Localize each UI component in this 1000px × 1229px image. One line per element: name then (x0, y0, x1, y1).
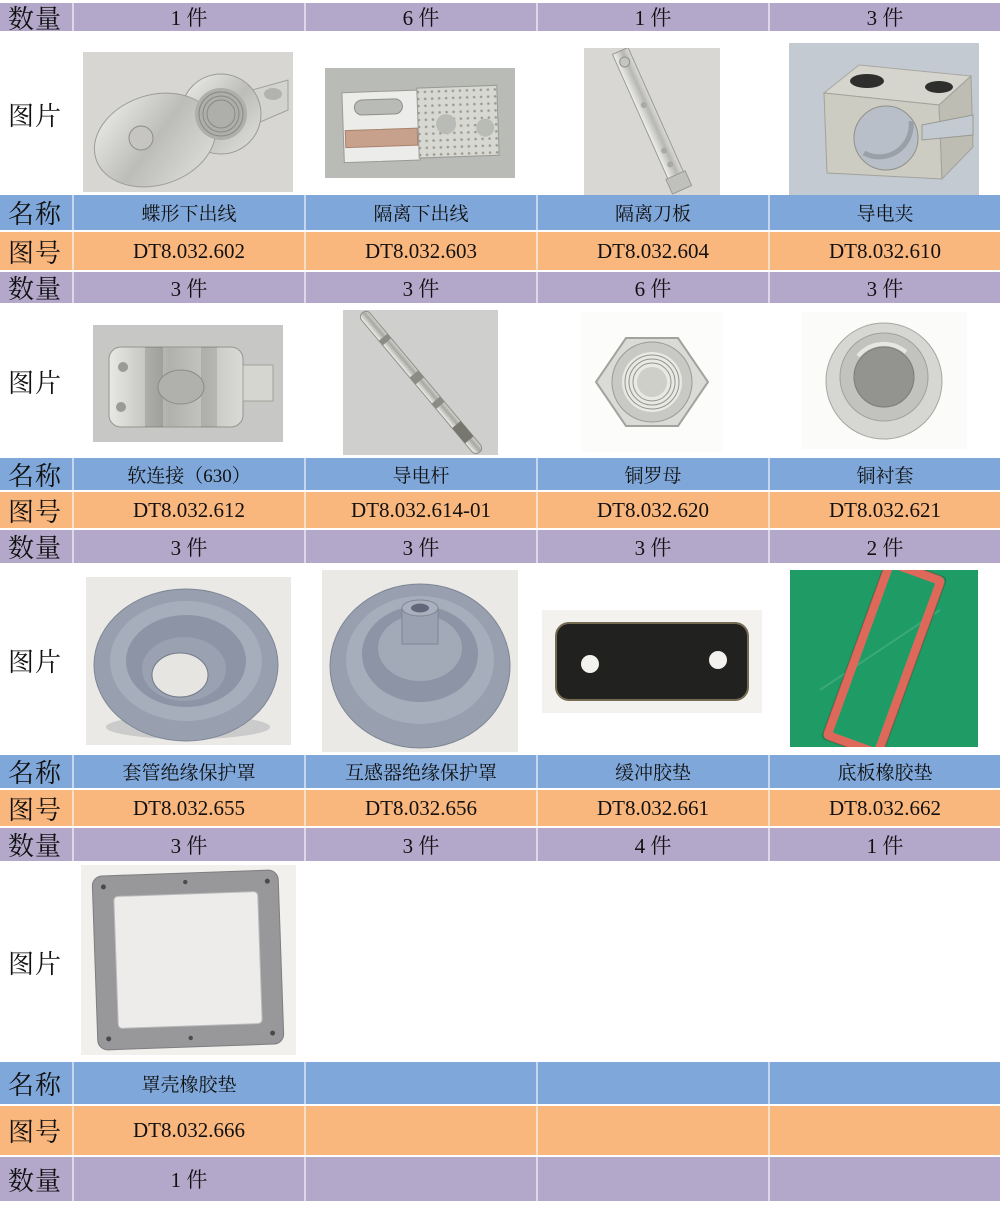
drawing-no-label: 图号 (8, 497, 63, 527)
quantity-value: 2 件 (768, 530, 1000, 563)
drawing-number: DT8.032.604 (536, 232, 768, 270)
quantity-row (0, 828, 1000, 863)
drawing-number: DT8.032.656 (304, 790, 536, 826)
quantity-value: 1 件 (768, 828, 1000, 861)
quantity-value: 3 件 (72, 530, 304, 563)
part-name: 铜衬套 (768, 458, 1000, 490)
part-name: 互感器绝缘保护罩 (304, 755, 536, 788)
quantity-value: 3 件 (304, 828, 536, 861)
soft-connection-630-photo (93, 325, 283, 442)
part-name: 蝶形下出线 (72, 195, 304, 230)
image-label: 图片 (8, 647, 63, 677)
part-name: 导电夹 (768, 195, 1000, 230)
buffer-rubber-pad-photo (542, 610, 762, 713)
isolation-knife-bar-photo (584, 48, 720, 195)
quantity-value: 1 件 (72, 1157, 304, 1201)
drawing-number: DT8.032.620 (536, 492, 768, 528)
name-row (0, 195, 1000, 232)
bushing-insulation-cover-photo (86, 577, 291, 745)
quantity-label: 数量 (8, 4, 63, 31)
quantity-row (0, 3, 1000, 33)
drawing-number-row (0, 232, 1000, 272)
quantity-label: 数量 (8, 832, 63, 861)
shell-rubber-gasket-photo (81, 865, 296, 1055)
name-label: 名称 (8, 759, 63, 788)
image-row (0, 863, 1000, 1062)
drawing-number: DT8.032.614-01 (304, 492, 536, 528)
quantity-value: 1 件 (72, 3, 304, 31)
name-row (0, 458, 1000, 492)
part-name: 软连接（630） (72, 458, 304, 490)
part-name (536, 1062, 768, 1104)
part-name (304, 1062, 536, 1104)
part-name: 导电杆 (304, 458, 536, 490)
drawing-number-row (0, 790, 1000, 828)
drawing-number-row (0, 1106, 1000, 1157)
quantity-value: 3 件 (536, 530, 768, 563)
drawing-number (536, 1106, 768, 1155)
quantity-value: 4 件 (536, 828, 768, 861)
quantity-label: 数量 (8, 275, 63, 303)
drawing-number: DT8.032.655 (72, 790, 304, 826)
quantity-value: 6 件 (304, 3, 536, 31)
image-label: 图片 (8, 950, 63, 979)
drawing-number: DT8.032.612 (72, 492, 304, 528)
quantity-label: 数量 (8, 534, 63, 563)
quantity-value: 3 件 (304, 272, 536, 303)
drawing-number (304, 1106, 536, 1155)
name-row (0, 1062, 1000, 1106)
part-name: 罩壳橡胶垫 (72, 1062, 304, 1104)
drawing-number (768, 1106, 1000, 1155)
drawing-number: DT8.032.661 (536, 790, 768, 826)
drawing-no-label: 图号 (8, 238, 63, 268)
quantity-value: 3 件 (72, 828, 304, 861)
part-name (768, 1062, 1000, 1104)
drawing-number: DT8.032.610 (768, 232, 1000, 270)
part-name: 套管绝缘保护罩 (72, 755, 304, 788)
conductive-clamp-block-photo (789, 43, 979, 195)
quantity-value (536, 1157, 768, 1201)
part-name: 缓冲胶垫 (536, 755, 768, 788)
image-label: 图片 (8, 369, 63, 398)
drawing-number: DT8.032.662 (768, 790, 1000, 826)
image-label: 图片 (8, 101, 63, 131)
quantity-row (0, 530, 1000, 565)
image-row (0, 33, 1000, 195)
part-name: 隔离刀板 (536, 195, 768, 230)
quantity-value: 3 件 (72, 272, 304, 303)
drawing-number: DT8.032.621 (768, 492, 1000, 528)
drawing-number-row (0, 492, 1000, 530)
isolation-outlet-plate-photo (325, 68, 515, 178)
quantity-value: 3 件 (768, 272, 1000, 303)
transformer-insulation-cover-photo (322, 570, 518, 752)
quantity-row (0, 272, 1000, 305)
drawing-number: DT8.032.602 (72, 232, 304, 270)
conductive-rod-photo (343, 310, 498, 455)
name-row (0, 755, 1000, 790)
copper-nut-photo (582, 312, 722, 452)
drawing-number: DT8.032.603 (304, 232, 536, 270)
quantity-value: 1 件 (536, 3, 768, 31)
drawing-no-label: 图号 (8, 795, 63, 825)
image-row (0, 565, 1000, 755)
name-label: 名称 (8, 461, 63, 490)
name-label: 名称 (8, 1070, 63, 1100)
butterfly-outlet-clamp-photo (83, 52, 293, 192)
drawing-number: DT8.032.666 (72, 1106, 304, 1155)
name-label: 名称 (8, 200, 63, 229)
base-rubber-gasket-photo (790, 570, 978, 747)
quantity-value: 3 件 (304, 530, 536, 563)
quantity-value: 6 件 (536, 272, 768, 303)
image-row (0, 305, 1000, 458)
part-name: 铜罗母 (536, 458, 768, 490)
drawing-no-label: 图号 (8, 1118, 63, 1147)
quantity-row (0, 1157, 1000, 1203)
part-name: 底板橡胶垫 (768, 755, 1000, 788)
part-name: 隔离下出线 (304, 195, 536, 230)
quantity-value (768, 1157, 1000, 1201)
quantity-value (304, 1157, 536, 1201)
copper-bushing-photo (802, 312, 967, 449)
quantity-label: 数量 (8, 1166, 63, 1196)
quantity-value: 3 件 (768, 3, 1000, 31)
